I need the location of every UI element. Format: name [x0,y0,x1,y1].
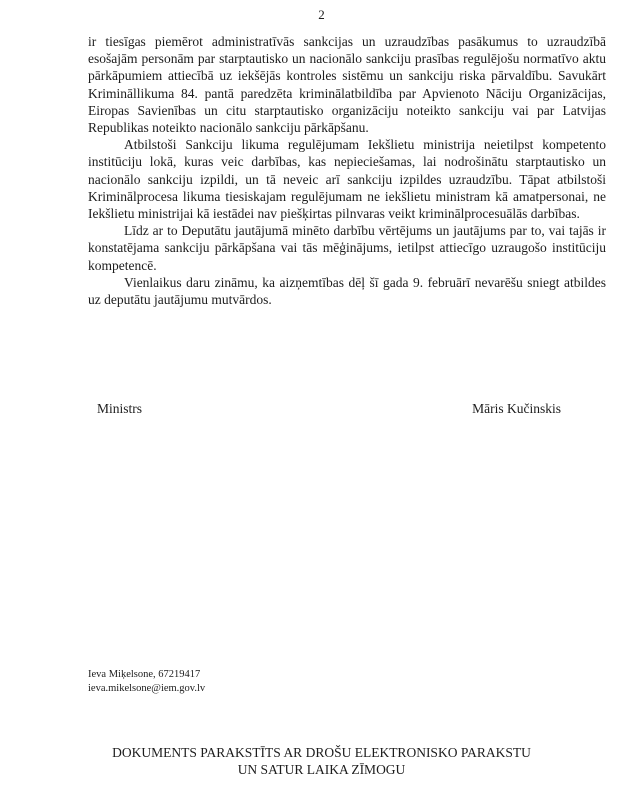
signature-name: Māris Kučinskis [472,401,561,416]
footer-line-2: UN SATUR LAIKA ZĪMOGU [237,762,406,777]
signature-footer [0,744,643,778]
body-paragraph: Līdz ar to Deputātu jautājumā minēto darbību vērtējums un jautājums par to, vai tajās ir konstatējama sankciju pārkāpšana vai tās mēģinājums, ietilpst attiecīgo uzraugošo institūciju kompetencē. [88,223,606,273]
body-paragraph: ir tiesīgas piemērot administratīvās sankcijas un uzraudzības pasākumus to uzraudzībā esošajām personām par starptautisko un nacionālo sankciju prasības regulējošu normatīvo aktu pārkāpumiem attiecībā uz iekšējās kontroles sistēmu un sankciju riska pārvaldību. Savukārt Krimināllikuma 84. pantā paredzēta kriminālatbildība par Apvienoto Nāciju Organizācijas, Eiropas Savienības un citu starptautisko organizāciju noteikto sankciju vai par Latvijas Republikas noteikto nacionālo sankciju pārkāpšanu. [88,34,606,136]
contact-email: ieva.mikelsone@iem.gov.lv [88,682,206,694]
body-paragraph: Vienlaikus daru zināmu, ka aizņemtības dēļ šī gada 9. februārī nevarēšu sniegt atbildes uz deputātu jautājumu mutvārdos. [88,274,606,308]
contact-block [88,668,205,695]
page-number: 2 [318,7,325,22]
contact-person-phone: Ieva Miķelsone, 67219417 [88,669,201,680]
footer-line-1: DOKUMENTS PARAKSTĪTS AR DROŠU ELEKTRONISKO PARAKSTU [112,745,531,760]
body-paragraph: Atbilstoši Sankciju likuma regulējumam Iekšlietu ministrija neietilpst kompetento institūciju lokā, kuras veic darbības, kas nepieciešamas, lai nodrošinātu starptautisko un nacionālo sankciju izpildi, un tā neveic arī sankciju izpildes uzraudzību. Tāpat atbilstoši Kriminālprocesa likuma tiesiskajam regulējumam ne iekšlietu ministram kā amatpersonai, ne Iekšlietu ministrijai kā iestādei nav piešķirtas pilnvaras veikt kriminālprocesuālās darbības. [88,137,606,222]
signature-role: Ministrs [97,401,143,416]
document-body [88,33,606,308]
